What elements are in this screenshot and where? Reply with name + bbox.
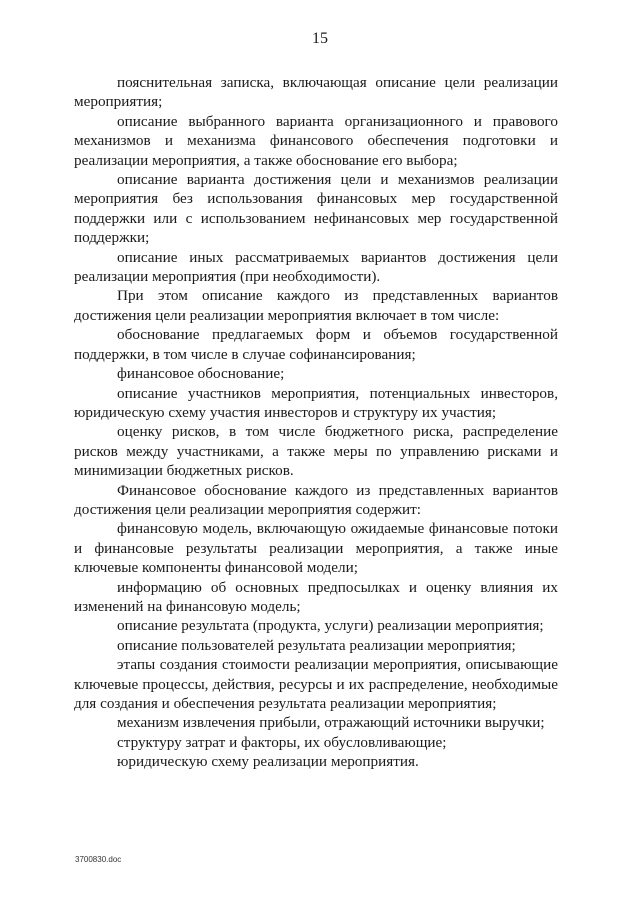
paragraph: финансовое обоснование; <box>117 365 285 383</box>
paragraph: описание пользователей результата реализации мероприятия; <box>117 636 516 654</box>
paragraph: оценку рисков, в том числе бюджетного риска, распределение рисков между участниками, а также меры по управлению рисками и минимизации бюджетных рисков. <box>74 423 558 480</box>
footer-filename: 3700830.doc <box>75 855 122 864</box>
document-body <box>74 73 558 772</box>
paragraph: описание варианта достижения цели и механизмов реализации мероприятия без использования финансовых мер государственной поддержки или с использованием нефинансовых мер государственной поддержки; <box>74 171 558 247</box>
paragraph: При этом описание каждого из представленных вариантов достижения цели реализации мероприятия включает в том числе: <box>74 287 558 324</box>
paragraph: юридическую схему реализации мероприятия. <box>117 753 419 771</box>
paragraph: этапы создания стоимости реализации мероприятия, описывающие ключевые процессы, действия, ресурсы и их распределение, необходимые для создания и обеспечения результата реализации мероприятия; <box>74 656 558 712</box>
paragraph: описание результата (продукта, услуги) реализации мероприятия; <box>117 617 544 635</box>
paragraph: описание участников мероприятия, потенциальных инвесторов, юридическую схему участия инвесторов и структуру их участия; <box>74 384 558 421</box>
paragraph: структуру затрат и факторы, их обусловливающие; <box>117 733 447 751</box>
paragraph: финансовую модель, включающую ожидаемые финансовые потоки и финансовые результаты реализации мероприятия, а также иные ключевые компоненты финансовой модели; <box>74 520 558 577</box>
paragraph: описание выбранного варианта организационного и правового механизмов и механизма финансового обеспечения подготовки и реализации мероприятия, а также обоснование его выбора; <box>74 112 558 169</box>
paragraph: Финансовое обоснование каждого из представленных вариантов достижения цели реализации мероприятия содержит: <box>74 481 558 518</box>
paragraph: описание иных рассматриваемых вариантов достижения цели реализации мероприятия (при необходимости). <box>74 248 558 286</box>
page-number: 15 <box>312 30 328 47</box>
paragraph: механизм извлечения прибыли, отражающий источники выручки; <box>117 714 545 732</box>
paragraph: пояснительная записка, включающая описание цели реализации мероприятия; <box>74 74 558 111</box>
paragraph: информацию об основных предпосылках и оценку влияния их изменений на финансовую модель; <box>74 578 558 615</box>
paragraph: обоснование предлагаемых форм и объемов государственной поддержки, в том числе в случае софинансирования; <box>74 326 558 363</box>
